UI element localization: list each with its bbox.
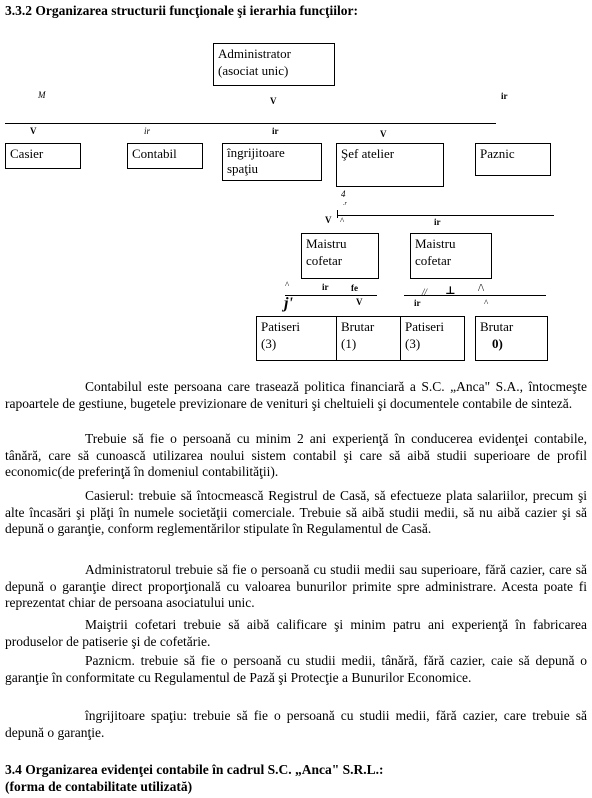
mark-v: V bbox=[270, 96, 277, 106]
ingrijitoare-box bbox=[222, 143, 322, 181]
brutar-2-box bbox=[475, 316, 548, 361]
paragraph-casier: Casierul: trebuie să întocmească Registrul de Casă, să efectueze plata salariilor, precum şi alte încasări şi plăţi în numele societăţii comerciale. Trebuie să aibă studii medii, să nu aibă cazier şi să depună o garanţie, conform reglementărilor stipulate în Regulamentul de Casă. bbox=[5, 488, 587, 536]
mark-v: V bbox=[325, 215, 332, 225]
mark-v: V bbox=[356, 297, 363, 307]
patiseri-1-label: Patiseri bbox=[261, 319, 300, 334]
level2-vertical-line bbox=[337, 210, 338, 218]
mark-m: M bbox=[38, 90, 46, 100]
maistru-right-box bbox=[410, 233, 492, 279]
level2-connector-line bbox=[337, 215, 554, 216]
mark-jt: j' bbox=[284, 295, 293, 312]
section-heading: 3.3.2 Organizarea structurii funcţionale şi ierarhia funcţiilor: bbox=[5, 3, 358, 18]
maistru-right-label: Maistru cofetar bbox=[415, 236, 456, 268]
maistru-left-box bbox=[301, 233, 379, 279]
administrator-subtitle: (asociat unic) bbox=[218, 63, 289, 78]
contabil-label: Contabil bbox=[132, 146, 177, 161]
administrator-box bbox=[213, 43, 335, 86]
paragraph-maistri: Maiştrii cofetari trebuie să aibă calificare şi minim patru ani experienţă în fabricarea produselor de patiserie şi de cofetărie. bbox=[5, 617, 587, 649]
paragraph-contabil-requirements: Trebuie să fie o persoană cu minim 2 ani experienţă în conducerea evidenţei contabile, tânără, care să cunoască utilizarea noului sistem contabil şi care să aibă studii superioare de profil economic(de preferinţă în domeniul contabilităţii). bbox=[5, 431, 587, 479]
paragraph-paznic: Paznicm. trebuie să fie o persoană cu studii medii, tânără, fără cazier, caie să depună o garanţie în conformitate cu Regulamentul de Pază şi Protecţie a Bunurilor Economice. bbox=[5, 653, 587, 685]
sef-atelier-box bbox=[336, 143, 444, 187]
mark-perp: ⊥ bbox=[445, 285, 456, 297]
mark-caret: ^ bbox=[340, 216, 345, 226]
casier-box bbox=[5, 143, 81, 169]
paragraph-contabil: Contabilul este persoana care trasează politica financiară a S.C. „Anca" S.A., întocmeşte rapoartele de gestiune, bugetele previzionare de venituri şi cheltuieli şi documentele contabile de sinteză. bbox=[5, 379, 587, 411]
mark-ir: ir bbox=[272, 126, 279, 136]
brutar-2-label: Brutar bbox=[480, 319, 514, 334]
mark-v: V bbox=[30, 126, 37, 136]
mark-ir: ir bbox=[501, 91, 508, 101]
administrator-title: Administrator bbox=[218, 46, 291, 61]
mark-caret: ^ bbox=[484, 298, 489, 308]
mark-ir: ir bbox=[414, 298, 421, 308]
patiseri-1-box bbox=[256, 316, 337, 361]
maistru-left-label: Maistru cofetar bbox=[306, 236, 347, 268]
paragraph-administrator: Administratorul trebuie să fie o persoană cu studii medii sau superioare, fără cazier, care să depună o garanţie direct proporţională cu valoarea bunurilor primite spre administrare. Acesta poate fi reprezentat chiar de persoana asociatului unic. bbox=[5, 562, 587, 610]
mark-r: .r bbox=[343, 201, 347, 207]
mark-slashes: // bbox=[422, 287, 428, 297]
paznic-label: Paznic bbox=[480, 146, 515, 161]
mark-caret: ^ bbox=[285, 280, 290, 290]
ingrijitoare-label: îngrijitoare spaţiu bbox=[227, 145, 285, 176]
section-2-heading: 3.4 Organizarea evidenţei contabile în cadrul S.C. „Anca" S.R.L.: bbox=[5, 762, 384, 777]
mark-ir: ir bbox=[322, 282, 329, 292]
casier-label: Casier bbox=[10, 146, 44, 161]
mark-lambda: /\ bbox=[478, 282, 485, 294]
mark-ir: ir bbox=[434, 217, 441, 227]
paznic-box bbox=[475, 143, 551, 176]
patiseri-1-count: (3) bbox=[261, 336, 277, 351]
mark-fe: fe bbox=[351, 283, 358, 293]
mark-v: V bbox=[380, 129, 387, 139]
patiseri-2-count: (3) bbox=[405, 336, 421, 351]
brutar-1-count: (1) bbox=[341, 336, 357, 351]
section-2-subheading: (forma de contabilitate utilizată) bbox=[5, 779, 193, 794]
contabil-box bbox=[127, 143, 203, 169]
brutar-1-box bbox=[336, 316, 401, 361]
patiseri-2-label: Patiseri bbox=[405, 319, 444, 334]
level3-left-connector-line bbox=[285, 295, 377, 296]
paragraph-ingrijitoare: îngrijitoare spaţiu: trebuie să fie o persoană cu studii medii, fără cazier, care trebuie să depună o garanţie. bbox=[5, 708, 587, 740]
level1-connector-line bbox=[5, 123, 496, 124]
sef-atelier-label: Şef atelier bbox=[341, 146, 395, 161]
brutar-1-label: Brutar bbox=[341, 319, 375, 334]
mark-ir: ir bbox=[144, 126, 151, 136]
brutar-2-count: 0) bbox=[492, 336, 503, 351]
mark-4: 4 bbox=[341, 189, 346, 199]
level3-right-connector-line bbox=[404, 295, 546, 296]
patiseri-2-box bbox=[400, 316, 465, 361]
